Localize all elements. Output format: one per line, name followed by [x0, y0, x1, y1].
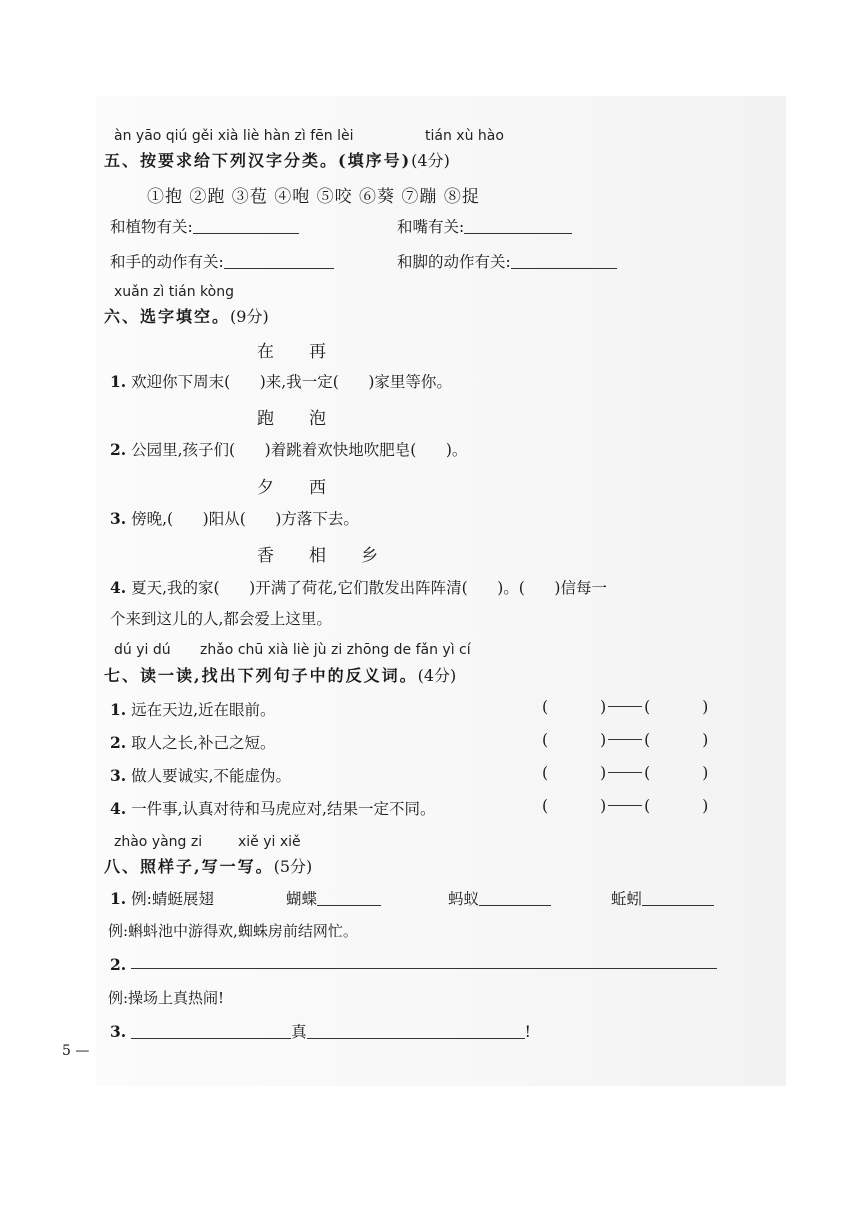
sec5-options: ①抱 ②跑 ③苞 ④咆 ⑤咬 ⑥葵 ⑦蹦 ⑧捉	[147, 187, 480, 207]
sec8-q1	[110, 887, 214, 909]
sec6-g4-char-b: 相	[309, 546, 326, 566]
sec5-q2	[397, 215, 572, 237]
sec6-title: 六、选字填空。	[104, 307, 231, 326]
sec7-pinyin-b: zhǎo chū xià liè jù zi zhōng de fǎn yì cí	[200, 642, 471, 658]
paren-close: )	[702, 698, 709, 716]
sec8-q1-word2-label: 蚂蚁	[448, 890, 480, 908]
paren-close: )	[600, 731, 607, 749]
sec5-pinyin-a: àn yāo qiú gěi xià liè hàn zì fēn lèi	[114, 128, 354, 144]
paren-open: (	[644, 731, 651, 749]
sec8-q1-word3	[611, 887, 714, 909]
sec6-q3	[110, 507, 359, 529]
sec6-q1	[110, 370, 452, 392]
sec6-pinyin: xuǎn zì tián kòng	[114, 284, 234, 300]
sec8-q3-blank-1[interactable]	[131, 1038, 291, 1039]
sec7-item-4	[110, 797, 435, 819]
sec7-answer-3[interactable]	[542, 764, 708, 782]
sec5-q4-blank[interactable]	[511, 268, 617, 269]
sec6-q4-text[interactable]: 夏天,我的家( )开满了荷花,它们散发出阵阵清( )。( )信每一	[131, 579, 607, 597]
sec8-q2-num: 2.	[110, 955, 127, 974]
sec5-q1-blank[interactable]	[193, 233, 299, 234]
sec5-q4-label: 和脚的动作有关:	[397, 253, 511, 271]
paren-open: (	[644, 797, 651, 815]
sec5-q3-label: 和手的动作有关:	[110, 253, 224, 271]
sec8-example-2: 例:蝌蚪池中游得欢,蜘蛛房前结网忙。	[108, 922, 358, 940]
sec7-score: (4分)	[417, 666, 457, 685]
paren-open: (	[542, 731, 549, 749]
sec6-q4-continuation: 个来到这儿的人,都会爱上这里。	[110, 610, 332, 628]
sec7-item-4-num: 4.	[110, 799, 127, 818]
sec6-g4-char-c: 乡	[361, 546, 378, 566]
sec8-q3-num: 3.	[110, 1022, 127, 1041]
sec5-q1	[110, 215, 299, 237]
sec6-heading	[104, 304, 269, 327]
paren-open: (	[644, 698, 651, 716]
dash	[608, 772, 642, 773]
sec5-q2-label: 和嘴有关:	[397, 218, 465, 236]
sec6-q4	[110, 576, 607, 598]
sec8-q1-word1-label: 蝴蝶	[286, 890, 318, 908]
sec7-item-4-text: 一件事,认真对待和马虎应对,结果一定不同。	[131, 800, 436, 818]
sec6-q1-text[interactable]: 欢迎你下周末( )来,我一定( )家里等你。	[131, 373, 452, 391]
sec8-q3	[110, 1020, 531, 1042]
sec6-q1-num: 1.	[110, 372, 127, 391]
sec8-q3-end: !	[524, 1023, 531, 1041]
sec7-item-1-text: 远在天边,近在眼前。	[131, 701, 276, 719]
sec7-item-3	[110, 764, 291, 786]
sec8-q1-word2	[448, 887, 551, 909]
dash	[608, 805, 642, 806]
sec6-g3-char-a: 夕	[257, 478, 274, 498]
sec5-title: 五、按要求给下列汉字分类。(填序号)	[104, 151, 412, 170]
sec6-q4-num: 4.	[110, 578, 127, 597]
sec8-q3-blank-2[interactable]	[307, 1038, 525, 1039]
sec6-q3-num: 3.	[110, 509, 127, 528]
sec8-q1-word1-blank[interactable]	[317, 905, 381, 906]
sec6-q3-text[interactable]: 傍晚,( )阳从( )方落下去。	[131, 510, 359, 528]
sec5-pinyin-b: tián xù hào	[425, 128, 504, 144]
sec5-heading	[104, 148, 450, 171]
sec8-q1-num: 1.	[110, 889, 127, 908]
sec8-q1-word3-blank[interactable]	[642, 905, 714, 906]
sec5-score: (4分)	[411, 151, 450, 170]
sec8-score: (5分)	[273, 857, 313, 876]
paren-close: )	[600, 797, 607, 815]
sec7-item-2-num: 2.	[110, 733, 127, 752]
paren-close: )	[702, 797, 709, 815]
sec7-pinyin-a: dú yi dú	[114, 642, 171, 658]
sec6-g1-chars	[257, 337, 361, 362]
sec6-g3-char-b: 西	[309, 478, 326, 498]
sec7-item-3-text: 做人要诚实,不能虚伪。	[131, 767, 292, 785]
sec6-score: (9分)	[230, 307, 269, 326]
sec7-item-3-num: 3.	[110, 766, 127, 785]
sec7-item-2	[110, 731, 276, 753]
sec8-q1-word1	[286, 887, 381, 909]
sec8-example-3: 例:操场上真热闹!	[108, 989, 225, 1007]
sec6-g1-char-a: 在	[257, 342, 274, 362]
sec7-answer-1[interactable]	[542, 698, 708, 716]
sec8-q2	[110, 955, 126, 974]
sec8-q1-word2-blank[interactable]	[479, 905, 551, 906]
sec5-q2-blank[interactable]	[464, 233, 572, 234]
paren-open: (	[542, 764, 549, 782]
sec5-q1-label: 和植物有关:	[110, 218, 193, 236]
sec7-answer-4[interactable]	[542, 797, 708, 815]
sec6-g2-chars	[257, 404, 361, 429]
sec8-q1-example: 例:蜻蜓展翅	[131, 890, 214, 908]
sec6-g3-chars	[257, 473, 361, 498]
sec8-q1-word3-label: 蚯蚓	[611, 890, 643, 908]
sec5-q3	[110, 250, 334, 272]
sec6-q2-text[interactable]: 公园里,孩子们( )着跳着欢快地吹肥皂( )。	[131, 441, 468, 459]
sec8-pinyin-a: zhào yàng zi	[114, 834, 203, 850]
page-number: 5 —	[62, 1043, 90, 1059]
sec8-pinyin-b: xiě yi xiě	[238, 834, 301, 850]
paren-open: (	[542, 698, 549, 716]
sec7-title: 七、读一读,找出下列句子中的反义词。	[104, 666, 418, 685]
paren-close: )	[702, 764, 709, 782]
sec8-heading	[104, 854, 312, 877]
sec8-q3-mid: 真	[291, 1023, 307, 1041]
sec7-item-1-num: 1.	[110, 700, 127, 719]
sec8-title: 八、照样子,写一写。	[104, 857, 274, 876]
sec5-q3-blank[interactable]	[224, 268, 334, 269]
sec7-answer-2[interactable]	[542, 731, 708, 749]
sec6-g4-char-a: 香	[257, 546, 274, 566]
sec6-g4-chars	[257, 541, 413, 566]
paren-open: (	[542, 797, 549, 815]
sec6-g2-char-b: 泡	[309, 409, 326, 429]
paren-close: )	[600, 698, 607, 716]
sec7-item-1	[110, 698, 276, 720]
sec8-q2-answer-line[interactable]	[131, 968, 717, 969]
dash	[608, 739, 642, 740]
sec6-q2	[110, 438, 467, 460]
sec6-g1-char-b: 再	[309, 342, 326, 362]
paren-close: )	[702, 731, 709, 749]
paren-close: )	[600, 764, 607, 782]
sec7-heading	[104, 663, 456, 686]
dash	[608, 706, 642, 707]
sec7-item-2-text: 取人之长,补己之短。	[131, 734, 276, 752]
sec6-q2-num: 2.	[110, 440, 127, 459]
sec5-q4	[397, 250, 617, 272]
paren-open: (	[644, 764, 651, 782]
sec6-g2-char-a: 跑	[257, 409, 274, 429]
